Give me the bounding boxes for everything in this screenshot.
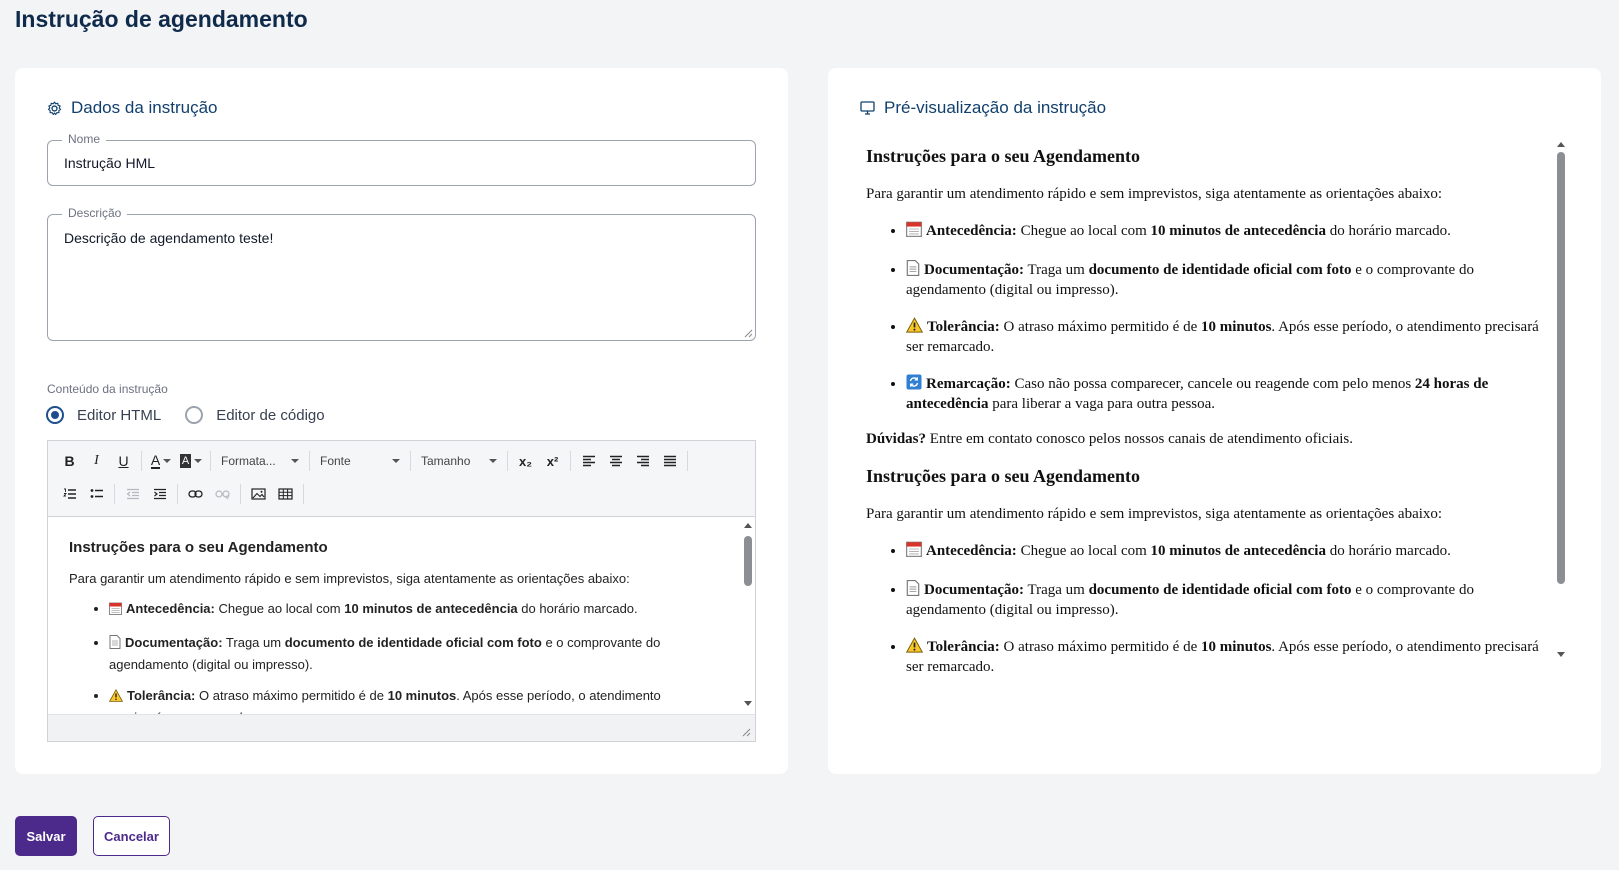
monitor-icon [860,101,875,115]
item-text: Chegue ao local com [1020,223,1147,239]
calendar-icon [109,601,122,621]
name-label: Nome [62,132,106,146]
text-color-button[interactable] [146,448,176,474]
name-value[interactable]: Instrução HML [64,155,156,171]
toolbar-divider [410,451,411,471]
align-center-button[interactable] [602,448,629,474]
scroll-down-icon[interactable] [1557,652,1565,657]
size-select-value: Tamanho [421,454,471,468]
chevron-down-icon [489,459,497,463]
item-title: Documentação: [924,262,1024,278]
ordered-list-icon [63,488,77,500]
item-text: O atraso máximo permitido é de [1003,639,1198,655]
item-text: . Após esse período, o atendimento [456,687,661,703]
chevron-down-icon [163,459,171,463]
editor-scrollbar[interactable] [741,518,755,715]
doubts-text: Entre em contato conosco pelos nossos canais de atendimento oficiais. [929,431,1353,447]
calendar-icon [906,541,922,562]
toolbar-divider [309,451,310,471]
preview-list [866,221,1556,413]
toolbar-divider [303,484,304,504]
preview-scrollbar[interactable] [1554,140,1568,660]
scroll-down-icon[interactable] [744,701,752,706]
instruction-form-card [15,68,788,774]
editor-status-bar [48,714,755,741]
scroll-up-icon[interactable] [744,523,752,528]
item-title: Documentação: [924,582,1024,598]
preview-list-item [906,221,1556,242]
item-title: Antecedência: [926,543,1017,559]
form-section-header [47,98,217,118]
bullet-list-icon [90,488,104,500]
preview-section-header [860,98,1106,118]
item-text: Chegue ao local com [218,601,341,617]
item-text: do horário marcado. [1329,223,1451,239]
subscript-button[interactable]: x₂ [518,453,532,469]
radio-code-editor[interactable] [185,406,203,424]
item-bold: 24 horas de antecedência [906,376,1489,412]
item-title: Documentação: [125,634,223,650]
link-button[interactable] [182,481,209,507]
item-text: . Após esse período, o atendimento precisará ser remarcado. [906,319,1539,355]
editor-mode-selector [46,406,349,424]
item-text: do horário marcado. [1329,543,1451,559]
preview-block [866,466,1556,676]
bullet-list-button[interactable] [83,481,110,507]
image-icon [251,488,266,500]
radio-html-editor[interactable] [46,406,64,424]
editor-document[interactable] [69,536,709,739]
item-bold: 10 minutos [1200,639,1272,655]
document-icon [906,580,920,601]
calendar-icon [906,221,922,242]
item-text: e o comprovante do agendamento (digital ou impresso). [109,634,661,672]
resize-handle-icon[interactable] [744,329,753,338]
outdent-button[interactable] [119,481,146,507]
editor-list-item [109,599,709,621]
align-justify-button[interactable] [656,448,683,474]
preview-list-item [906,374,1556,413]
underline-button[interactable]: U [118,453,129,469]
item-title: Remarcação: [926,376,1011,392]
preview-scroll-thumb[interactable] [1557,152,1565,584]
gear-icon [47,101,62,116]
item-text: Caso não possa comparecer, cancele ou reagende com pelo menos [1014,376,1412,392]
item-bold: documento de identidade oficial com foto [1088,262,1352,278]
doubts-bold: Dúvidas? [866,431,927,447]
align-justify-icon [663,455,677,467]
format-select[interactable] [215,448,305,474]
item-title: Antecedência: [126,601,215,617]
item-text: O atraso máximo permitido é de [199,687,384,703]
item-title: Tolerância: [927,319,1000,335]
editor-content-area[interactable] [48,518,755,715]
editor-list-item [109,633,709,675]
item-title: Tolerância: [127,687,196,703]
preview-section-title: Pré-visualização da instrução [884,98,1107,117]
editor-toolbar [48,441,755,517]
page-title: Instrução de agendamento [15,6,308,32]
toolbar-divider [687,451,688,471]
size-select[interactable] [415,448,503,474]
italic-button[interactable]: I [94,453,99,468]
preview-intro: Para garantir um atendimento rápido e sem imprevistos, siga atentamente as orientações abaixo: [866,506,1443,522]
name-field[interactable] [47,132,756,186]
preview-doubts [866,431,1556,448]
toolbar-divider [210,451,211,471]
cancel-button[interactable]: Cancelar [93,816,170,856]
content-label: Conteúdo da instrução [47,382,168,396]
warning-icon [109,688,123,708]
item-text: . Após esse período, o atendimento precisará ser remarcado. [906,639,1539,675]
link-icon [188,489,203,499]
outdent-icon [126,488,140,500]
item-title: Tolerância: [927,639,1000,655]
description-label: Descrição [62,206,127,220]
indent-icon [153,488,167,500]
unlink-button[interactable] [209,481,236,507]
document-icon [906,260,920,281]
toolbar-divider [507,451,508,471]
refresh-icon [906,374,922,395]
document-icon [109,635,121,655]
toolbar-divider [141,451,142,471]
insert-table-button[interactable] [272,481,299,507]
item-text: e o comprovante do agendamento (digital ou impresso). [906,582,1474,618]
warning-icon [906,317,923,338]
item-title: Antecedência: [926,223,1017,239]
font-select-value: Fonte [320,454,351,468]
preview-list-item [906,541,1556,562]
toolbar-divider [177,484,178,504]
preview-list-item [906,260,1556,299]
editor-heading: Instruções para o seu Agendamento [69,539,328,556]
align-center-icon [609,455,623,467]
insert-image-button[interactable] [245,481,272,507]
align-right-button[interactable] [629,448,656,474]
bold-button[interactable]: B [64,453,75,469]
background-color-icon: A [181,455,190,467]
font-select[interactable] [314,448,406,474]
toolbar-divider [240,484,241,504]
editor-intro: Para garantir um atendimento rápido e sem imprevistos, siga atentamente as orientações abaixo: [69,571,630,587]
item-bold: 10 minutos de antecedência [344,601,518,617]
rich-text-editor [47,440,756,742]
item-text: Chegue ao local com [1020,543,1147,559]
editor-list [69,599,709,728]
preview-heading: Instruções para o seu Agendamento [866,466,1141,486]
item-text: O atraso máximo permitido é de [1003,319,1198,335]
format-select-value: Formata... [221,454,276,468]
preview-list-item [906,317,1556,356]
unlink-icon [215,489,230,500]
toolbar-divider [114,484,115,504]
chevron-down-icon [194,459,202,463]
text-color-icon: A [150,452,161,468]
chevron-down-icon [291,459,299,463]
toolbar-divider [570,451,571,471]
preview-heading: Instruções para o seu Agendamento [866,146,1141,166]
align-right-icon [636,455,650,467]
preview-list-item [906,580,1556,619]
background-color-button[interactable] [176,448,206,474]
item-text: Traga um [1027,262,1085,278]
preview-intro: Para garantir um atendimento rápido e sem imprevistos, siga atentamente as orientações abaixo: [866,186,1443,202]
table-icon [278,488,293,500]
item-bold: 10 minutos de antecedência [1150,223,1326,239]
form-section-title: Dados da instrução [71,98,218,117]
align-left-button[interactable] [575,448,602,474]
item-bold: 10 minutos de antecedência [1150,543,1326,559]
radio-html-editor-label[interactable]: Editor HTML [77,406,162,424]
item-bold: 10 minutos [1200,319,1272,335]
chevron-down-icon [392,459,400,463]
item-text: Traga um [225,634,282,650]
align-left-icon [582,455,596,467]
preview-list [866,541,1556,676]
preview-content [866,146,1556,675]
description-value[interactable]: Descrição de agendamento teste! [64,230,274,246]
item-text: Traga um [1027,582,1085,598]
item-text: e o comprovante do agendamento (digital ou impresso). [906,262,1474,298]
preview-list-item [906,637,1556,676]
superscript-button[interactable]: x² [546,453,559,469]
item-text: para liberar a vaga para outra pessoa. [992,396,1216,412]
ordered-list-button[interactable] [56,481,83,507]
item-text: do horário marcado. [521,601,638,617]
item-bold: documento de identidade oficial com foto [284,634,542,650]
editor-scroll-thumb[interactable] [744,536,752,586]
item-bold: 10 minutos [387,687,457,703]
scroll-up-icon[interactable] [1557,142,1565,147]
save-button[interactable]: Salvar [15,816,77,856]
item-bold: documento de identidade oficial com foto [1088,582,1352,598]
description-field[interactable] [47,206,756,341]
warning-icon [906,637,923,658]
preview-block [866,146,1556,448]
resize-handle-icon[interactable] [742,728,751,737]
preview-card [828,68,1601,774]
radio-code-editor-label[interactable]: Editor de código [216,406,325,424]
indent-button[interactable] [146,481,173,507]
